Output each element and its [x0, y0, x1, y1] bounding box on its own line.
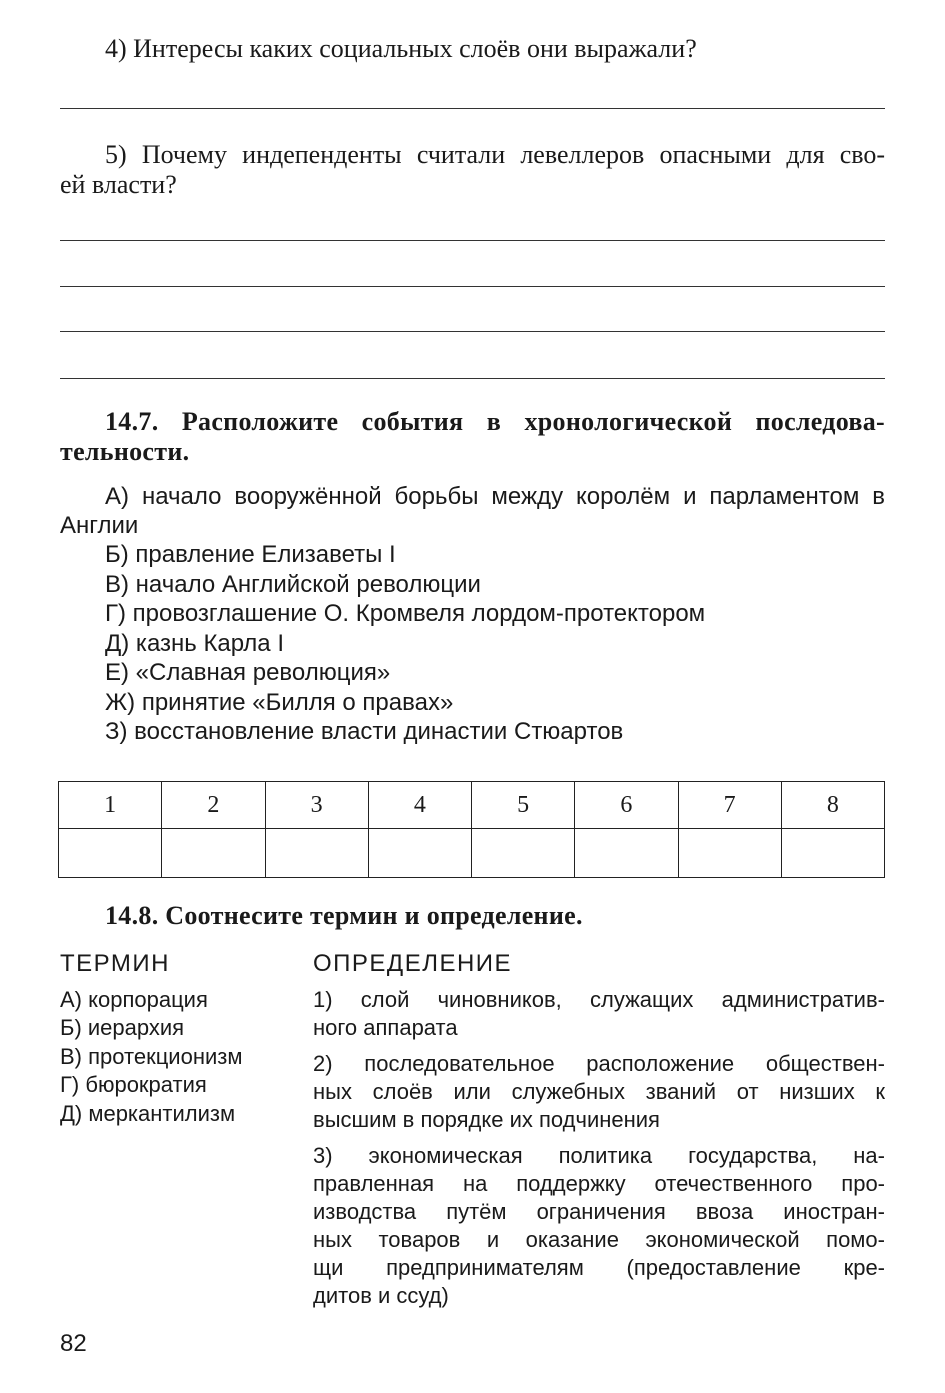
sequence-answer-cell[interactable] [368, 829, 471, 878]
term-item-v: В) протекционизм [60, 1044, 243, 1069]
event-item-v: В) начало Английской революции [105, 571, 481, 598]
question-4: 4) Интересы каких социальных слоёв они выражали? [105, 34, 697, 63]
task-14-7-heading-line-2: тельности. [60, 437, 190, 466]
question-5-line-1: 5) Почему индепенденты считали левеллеров опасными для сво- [105, 140, 885, 169]
definition-3-line-3: изводства путём ограничения ввоза иностран- [313, 1199, 885, 1224]
sequence-header-cell: 8 [781, 782, 884, 829]
page-number: 82 [60, 1330, 87, 1357]
sequence-header-cell: 2 [162, 782, 265, 829]
sequence-answer-cell[interactable] [162, 829, 265, 878]
definition-1-line-2: ного аппарата [313, 1015, 458, 1040]
sequence-header-cell: 7 [678, 782, 781, 829]
sequence-answer-cell[interactable] [59, 829, 162, 878]
definition-3-line-5: щи предпринимателям (предоставление кре- [313, 1255, 885, 1280]
sequence-header-cell: 4 [368, 782, 471, 829]
definition-3-line-4: ных товаров и оказание экономической помо- [313, 1227, 885, 1252]
sequence-header-cell: 6 [575, 782, 678, 829]
event-item-a: А) начало вооружённой борьбы между королём и парламентом в [105, 483, 885, 510]
term-item-d: Д) меркантилизм [60, 1101, 236, 1126]
term-item-a: А) корпорация [60, 987, 208, 1012]
term-item-g: Г) бюрократия [60, 1072, 207, 1097]
answer-line[interactable] [60, 108, 885, 109]
answer-line[interactable] [60, 378, 885, 379]
sequence-header-cell: 1 [59, 782, 162, 829]
event-item-a-cont: Англии [60, 512, 139, 539]
event-item-e: Е) «Славная революция» [105, 659, 391, 686]
sequence-answer-table [58, 781, 885, 878]
definition-1-line-1: 1) слой чиновников, служащих административ- [313, 987, 885, 1012]
sequence-header-cell: 3 [265, 782, 368, 829]
definition-3-line-6: дитов и ссуд) [313, 1283, 449, 1308]
sequence-answer-cell[interactable] [678, 829, 781, 878]
definition-2-line-1: 2) последовательное расположение обществен- [313, 1051, 885, 1076]
event-item-d: Д) казнь Карла I [105, 630, 284, 657]
sequence-answer-cell[interactable] [265, 829, 368, 878]
task-14-7-heading-line-1: 14.7. Расположите события в хронологической последова- [105, 407, 885, 436]
sequence-answer-row [59, 829, 885, 878]
event-item-zh: Ж) принятие «Билля о правах» [105, 689, 454, 716]
task-14-8-heading: 14.8. Соотнесите термин и определение. [105, 901, 583, 930]
event-item-z: З) восстановление власти династии Стюартов [105, 718, 624, 745]
term-item-b: Б) иерархия [60, 1015, 185, 1040]
definition-column-header: ОПРЕДЕЛЕНИЕ [313, 950, 513, 977]
event-item-g: Г) провозглашение О. Кромвеля лордом-протектором [105, 600, 706, 627]
sequence-answer-cell[interactable] [472, 829, 575, 878]
answer-line[interactable] [60, 331, 885, 332]
term-column-header: ТЕРМИН [60, 950, 170, 977]
definition-3-line-2: правленная на поддержку отечественного про- [313, 1171, 885, 1196]
sequence-header-cell: 5 [472, 782, 575, 829]
sequence-answer-cell[interactable] [781, 829, 884, 878]
answer-line[interactable] [60, 240, 885, 241]
sequence-header-row [59, 782, 885, 829]
definition-2-line-2: ных слоёв или служебных званий от низших к [313, 1079, 885, 1104]
answer-line[interactable] [60, 286, 885, 287]
definition-3-line-1: 3) экономическая политика государства, на- [313, 1143, 885, 1168]
question-5-line-2: ей власти? [60, 170, 177, 199]
sequence-answer-cell[interactable] [575, 829, 678, 878]
event-item-b: Б) правление Елизаветы I [105, 541, 396, 568]
definition-2-line-3: высшим в порядке их подчинения [313, 1107, 660, 1132]
